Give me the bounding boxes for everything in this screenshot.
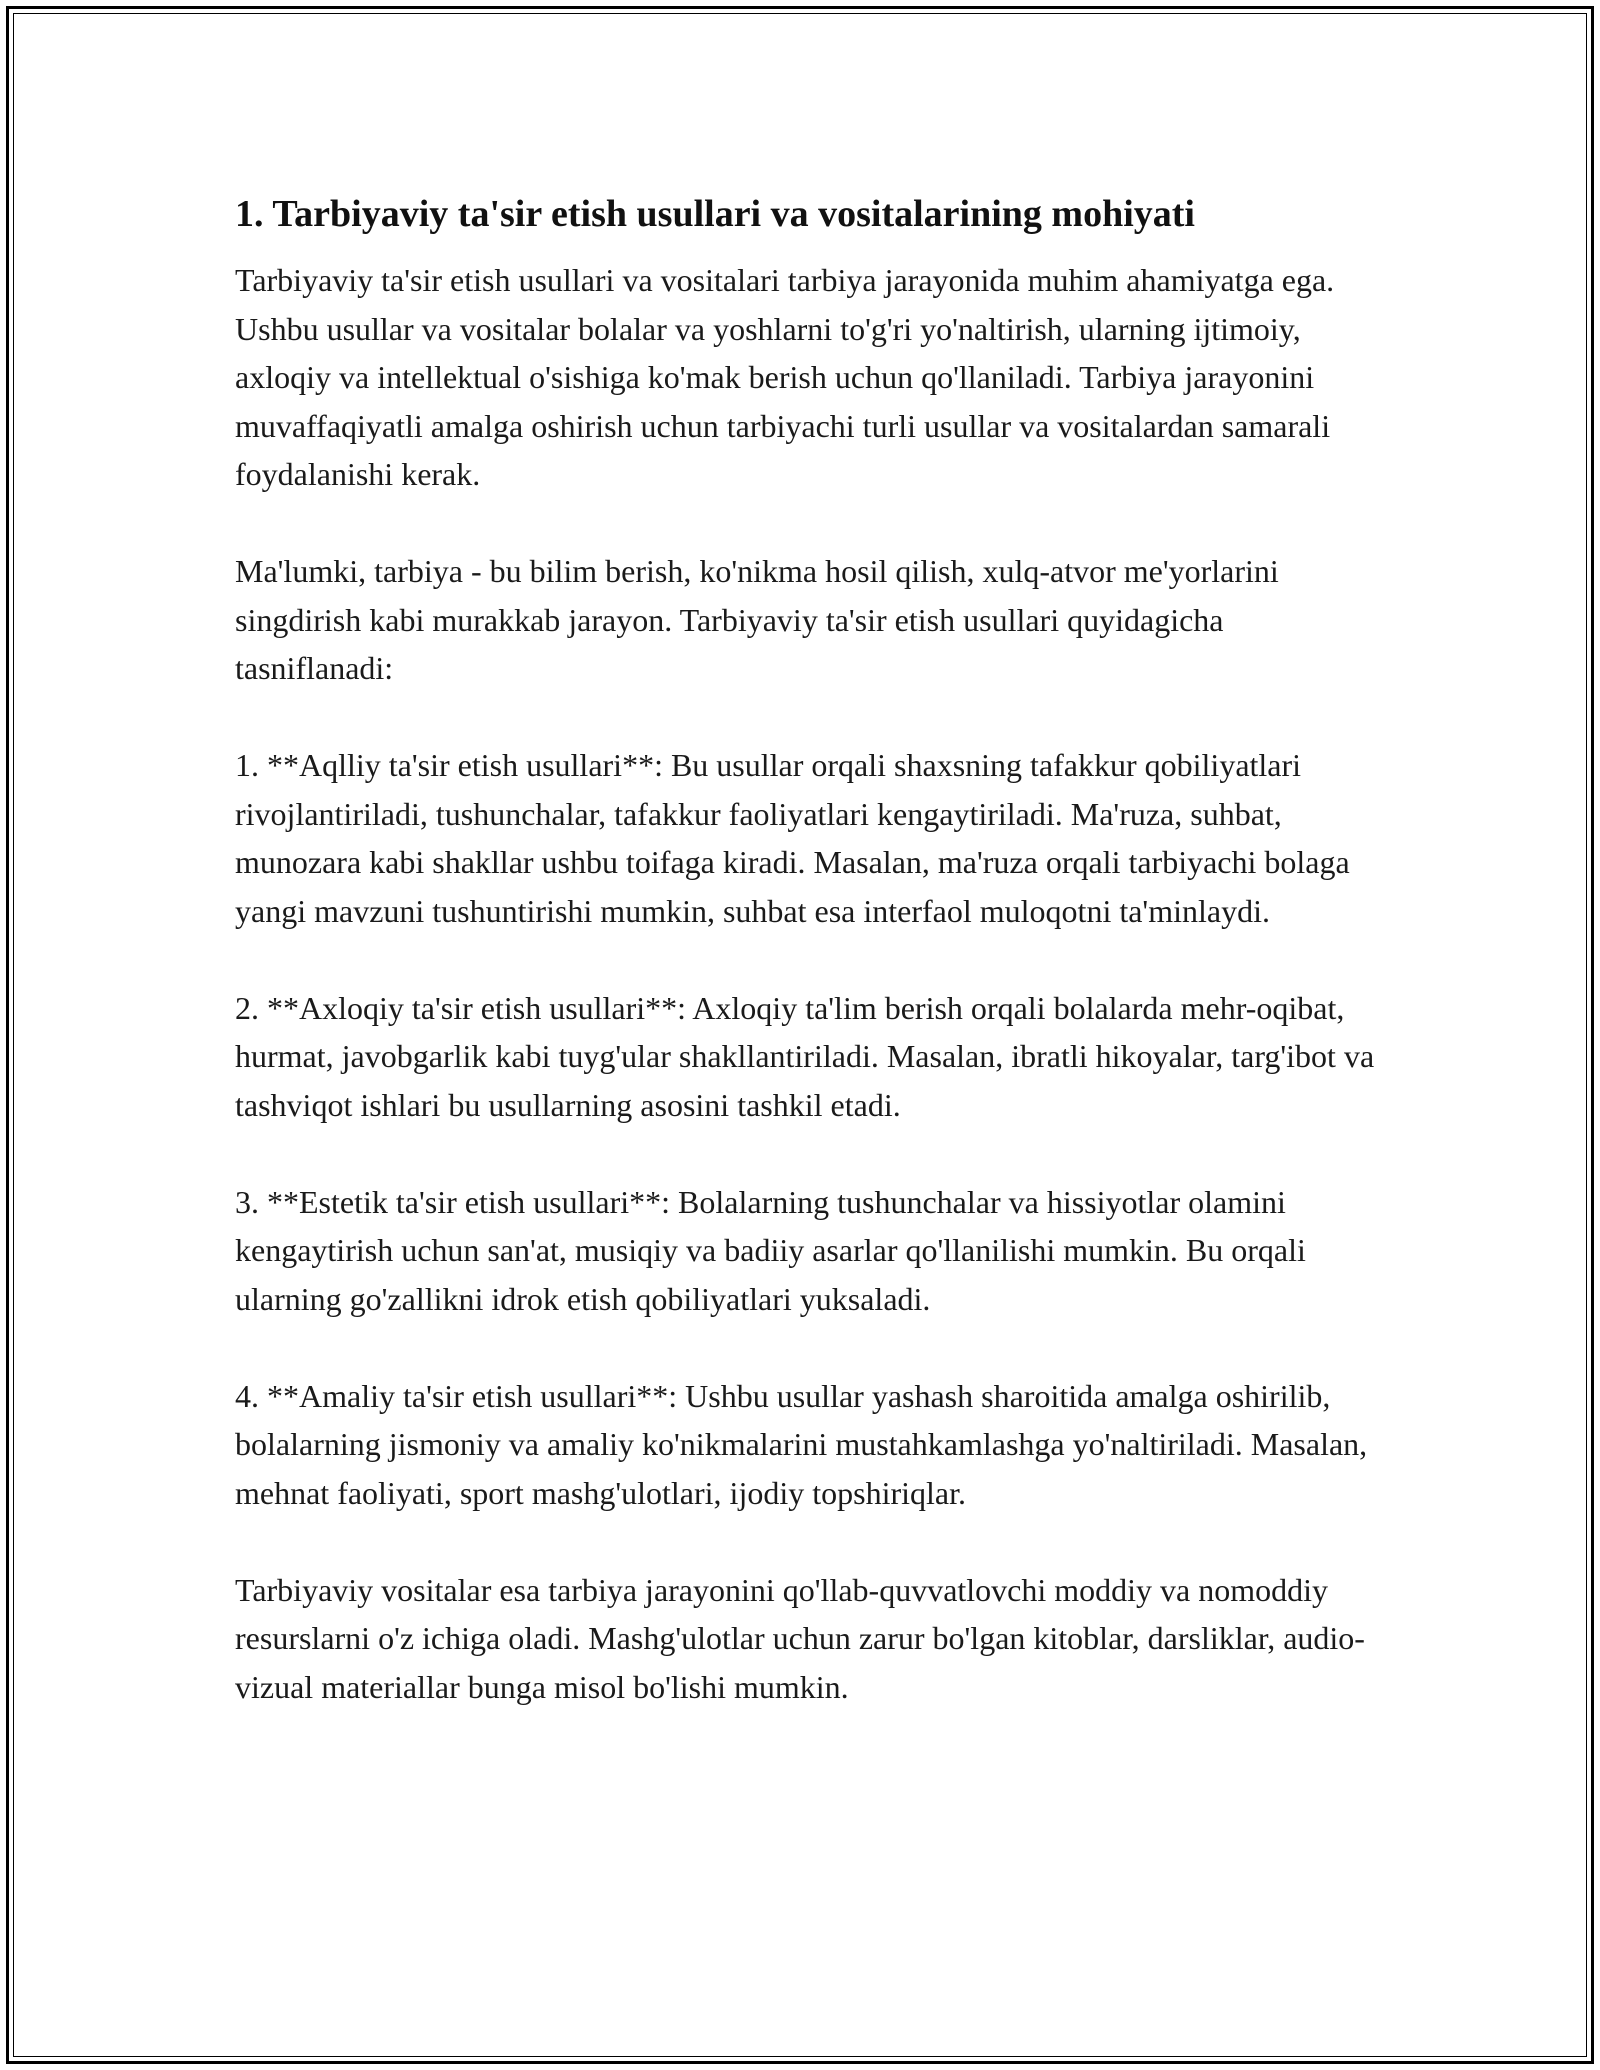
paragraph-item-4: 4. **Amaliy ta'sir etish usullari**: Ushbu usullar yashash sharoitida amalga oshirilib, bolalarning jismoniy va amaliy ko'nikmalarini mustahkamlashga yo'naltiriladi. Masalan, mehnat faoliyati, sport mashg'ulotlari, ijodiy topshiriqlar.: [235, 1377, 1368, 1511]
paragraph-item-1: 1. **Aqlliy ta'sir etish usullari**: Bu usullar orqali shaxsning tafakkur qobiliyatlari rivojlantiriladi, tushunchalar, tafakkur faoliyatlari kengaytiriladi. Ma'ruza, suhbat, munozara kabi shakllar ushbu toifaga kiradi. Masalan, ma'ruza orqali tarbiyachi bolaga yangi mavzuni tushuntirishi mumkin, suhbat esa interfaol muloqotni ta'minlaydi.: [235, 747, 1350, 929]
paragraph-conclusion: Tarbiyaviy vositalar esa tarbiya jarayonini qo'llab-quvvatlovchi moddiy va nomoddiy resurslarni o'z ichiga oladi. Mashg'ulotlar uchun zarur bo'lgan kitoblar, darsliklar, audio-vizual materiallar bunga misol bo'lishi mumkin.: [235, 1571, 1365, 1705]
paragraph-classification: Ma'lumki, tarbiya - bu bilim berish, ko'nikma hosil qilish, xulq-atvor me'yorlarini singdirish kabi murakkab jarayon. Tarbiyaviy ta'sir etish usullari quyidagicha tasniflanadi:: [235, 553, 1279, 686]
paragraph-item-3: 3. **Estetik ta'sir etish usullari**: Bolalarning tushunchalar va hissiyotlar olamini kengaytirish uchun san'at, musiqiy va badiiy asarlar qo'llanilishi mumkin. Bu orqali ularning go'zallikni idrok etish qobiliyatlari yuksaladi.: [235, 1183, 1306, 1317]
paragraph-item-2: 2. **Axloqiy ta'sir etish usullari**: Axloqiy ta'lim berish orqali bolalarda mehr-oqibat, hurmat, javobgarlik kabi tuyg'ular shakllantiriladi. Masalan, ibratli hikoyalar, targ'ibot va tashviqot ishlari bu usullarning asosini tashkil etadi.: [235, 989, 1375, 1123]
section-heading: 1. Tarbiyaviy ta'sir etish usullari va vositalarining mohiyati: [235, 193, 1195, 235]
paragraph-intro: Tarbiyaviy ta'sir etish usullari va vositalari tarbiya jarayonida muhim ahamiyatga ega. Ushbu usullar va vositalar bolalar va yoshlarni to'g'ri yo'naltirish, ularning ijtimoiy, axloqiy va intellektual o'sishiga ko'mak berish uchun qo'llaniladi. Tarbiya jarayonini muvaffaqiyatli amalga oshirish uchun tarbiyachi turli usullar va vositalardan samarali foydalanishi kerak.: [235, 262, 1335, 492]
document-body: [235, 188, 1375, 1711]
